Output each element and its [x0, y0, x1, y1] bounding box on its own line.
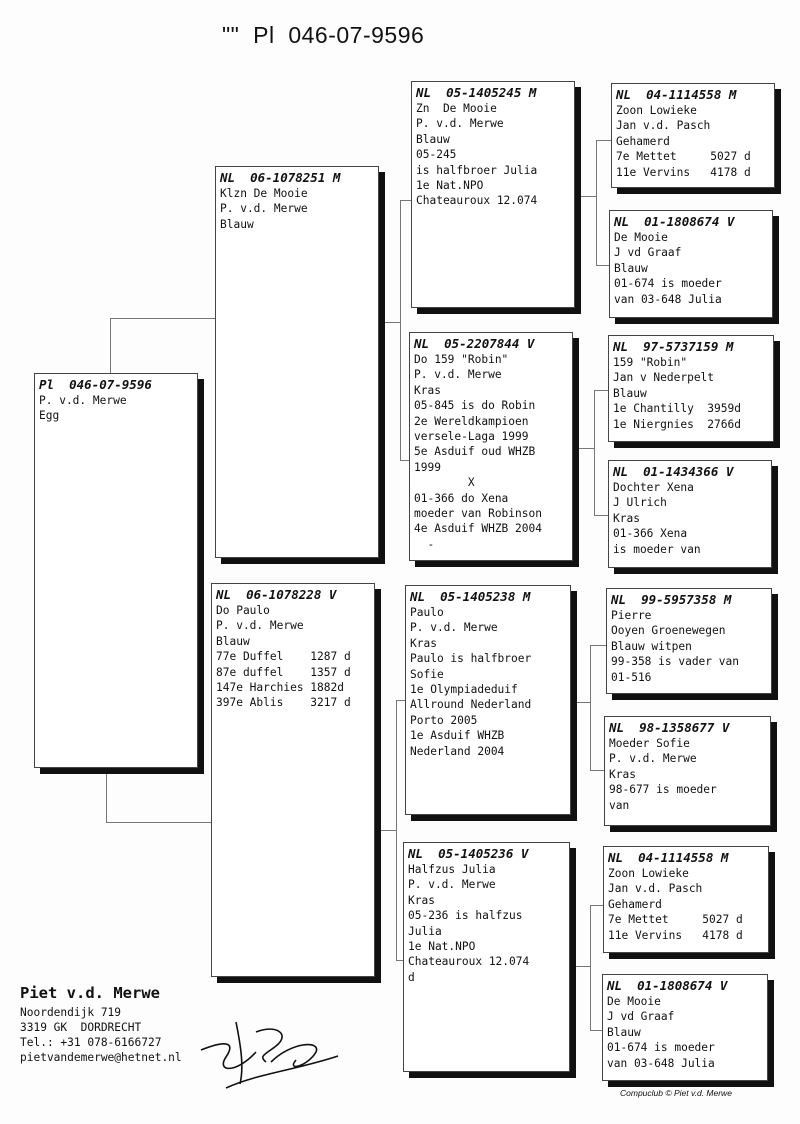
paternal-grandmother-card[interactable] — [409, 332, 573, 561]
connector — [375, 830, 396, 831]
pedigree-line: Klzn De Mooie — [220, 187, 308, 200]
page-title: "" Pl 046-07-9596 — [222, 22, 425, 48]
connector — [596, 140, 612, 141]
connector — [590, 645, 591, 770]
pedigree-line: Gehamerd — [616, 134, 670, 148]
ggp-mf-mother-card[interactable] — [604, 716, 771, 826]
ring-number: NL 05-1405236 V — [408, 846, 529, 861]
pedigree-line: 1e Nat.NPO — [416, 179, 484, 193]
ggp-ff-father-card[interactable] — [611, 83, 775, 188]
pedigree-line: P. v.d. Merwe — [216, 619, 304, 633]
ggp-fm-father-card[interactable] — [608, 335, 774, 442]
pedigree-line: J vd Graaf — [614, 246, 682, 260]
pedigree-line: van — [609, 798, 630, 812]
pedigree-line: P. v.d. Merwe — [416, 117, 504, 131]
pedigree-line: P. v.d. Merwe — [39, 394, 127, 407]
pedigree-line: Julia — [408, 924, 442, 938]
pedigree-line: Blauw — [614, 261, 648, 275]
pedigree-line: 147e Harchies 1882d — [216, 681, 344, 695]
connector — [400, 200, 401, 460]
pedigree-line: 05-245 — [416, 148, 457, 162]
signature-icon — [196, 1012, 346, 1092]
pedigree-line: Zoon Lowieke — [608, 867, 689, 880]
pedigree-line: versele-Laga 1999 — [414, 430, 529, 444]
ring-number: NL 01-1808674 V — [607, 978, 728, 993]
ggp-mm-father-card[interactable] — [603, 846, 769, 953]
pedigree-line: 159 "Robin" — [613, 356, 688, 369]
father-card[interactable] — [215, 166, 379, 558]
breeder-city: 3319 GK DORDRECHT — [20, 1021, 142, 1034]
pedigree-line: is halfbroer Julia — [416, 163, 538, 177]
connector — [570, 966, 590, 967]
pedigree-line: 01-366 Xena — [613, 527, 688, 541]
pedigree-line: Egg — [39, 409, 60, 423]
connector — [106, 768, 107, 822]
pedigree-line: Kras — [408, 893, 435, 907]
pedigree-line: Kras — [609, 767, 636, 781]
pedigree-line: 01-516 — [611, 670, 652, 684]
pedigree-line: moeder van Robinson — [414, 507, 542, 521]
pedigree-line: Blauw — [220, 217, 254, 231]
ring-number: NL 05-1405238 M — [410, 589, 531, 604]
breeder-email[interactable]: pietvandemerwe@hetnet.nl — [20, 1051, 182, 1064]
breeder-name: Piet v.d. Merwe — [20, 984, 160, 1002]
connector — [572, 448, 594, 449]
pedigree-line: is moeder van — [613, 542, 701, 556]
ring-number: NL 99-5957358 M — [611, 592, 732, 607]
pedigree-line: Paulo — [410, 606, 444, 619]
pedigree-line: P. v.d. Merwe — [410, 621, 498, 635]
footer-copyright: Compuclub © Piet v.d. Merwe — [620, 1088, 732, 1098]
pedigree-line: 77e Duffel 1287 d — [216, 650, 351, 664]
connector — [574, 196, 596, 197]
pedigree-line: Jan v.d. Pasch — [616, 119, 711, 133]
breeder-street: Noordendijk 719 — [20, 1006, 122, 1019]
pedigree-line: Gehamerd — [608, 897, 662, 911]
pedigree-line: P. v.d. Merwe — [609, 752, 697, 766]
pedigree-line: van 03-648 Julia — [607, 1056, 715, 1070]
ring-number: NL 97-5737159 M — [613, 339, 734, 354]
pedigree-line: - — [414, 537, 435, 551]
connector — [596, 140, 597, 265]
connector — [590, 905, 591, 1030]
pedigree-line: Blauw witpen — [611, 639, 692, 653]
pedigree-line: Dochter Xena — [613, 481, 694, 494]
pedigree-line: Chateauroux 12.074 — [408, 955, 530, 969]
pedigree-line: Halfzus Julia — [408, 863, 496, 876]
pedigree-line: Moeder Sofie — [609, 737, 690, 750]
pedigree-line: 05-236 is halfzus — [408, 909, 523, 923]
pedigree-line: Pierre — [611, 609, 652, 622]
ring-number: Pl 046-07-9596 — [39, 377, 152, 392]
pedigree-line: 7e Mettet 5027 d — [616, 150, 751, 164]
pedigree-line: 1e Asduif WHZB — [410, 729, 505, 743]
pedigree-line: 1e Olympiadeduif — [410, 683, 518, 697]
ring-number: NL 98-1358677 V — [609, 720, 730, 735]
ggp-mm-mother-card[interactable] — [602, 974, 768, 1081]
pedigree-line: Zoon Lowieke — [616, 104, 697, 117]
pedigree-line: 7e Mettet 5027 d — [608, 913, 743, 927]
pedigree-line: 1e Nat.NPO — [408, 940, 476, 954]
ggp-ff-mother-card[interactable] — [609, 210, 773, 318]
pedigree-line: P. v.d. Merwe — [414, 368, 502, 382]
connector — [594, 390, 595, 515]
subject-card[interactable] — [34, 373, 198, 768]
pedigree-line: Blauw — [416, 132, 450, 146]
pedigree-line: 05-845 is do Robin — [414, 399, 536, 413]
ring-number: NL 06-1078228 V — [216, 587, 337, 602]
breeder-phone: Tel.: +31 078-6166727 — [20, 1036, 162, 1049]
pedigree-line: Paulo is halfbroer — [410, 652, 532, 666]
pedigree-line: 1e Chantilly 3959d — [613, 402, 741, 416]
connector — [106, 822, 212, 823]
pedigree-line: Porto 2005 — [410, 713, 478, 727]
connector — [396, 700, 397, 960]
pedigree-line: Do 159 "Robin" — [414, 353, 509, 366]
pedigree-line: Kras — [410, 636, 437, 650]
pedigree-line: van 03-648 Julia — [614, 292, 722, 306]
ring-number: NL 05-1405245 M — [416, 85, 537, 100]
connector — [110, 318, 111, 376]
pedigree-line: Allround Nederland — [410, 698, 532, 712]
ggp-fm-mother-card[interactable] — [608, 460, 772, 568]
paternal-grandfather-card[interactable] — [411, 81, 575, 308]
pedigree-line: 2e Wereldkampioen — [414, 414, 529, 428]
pedigree-line: Blauw — [607, 1025, 641, 1039]
pedigree-line: Do Paulo — [216, 604, 270, 617]
pedigree-line: De Mooie — [614, 231, 668, 244]
connector — [378, 322, 400, 323]
pedigree-line: 01-366 do Xena — [414, 491, 509, 505]
pedigree-line: J vd Graaf — [607, 1010, 675, 1024]
pedigree-line: 01-674 is moeder — [614, 277, 722, 291]
ggp-mf-father-card[interactable] — [606, 588, 772, 694]
pedigree-line: Ooyen Groenewegen — [611, 624, 726, 638]
pedigree-line: 99-358 is vader van — [611, 655, 739, 669]
pedigree-line: 5e Asduif oud WHZB — [414, 445, 536, 459]
pedigree-line: P. v.d. Merwe — [220, 202, 308, 216]
ring-number: NL 06-1078251 M — [220, 170, 341, 185]
pedigree-line: Kras — [414, 383, 441, 397]
pedigree-line: Zn De Mooie — [416, 102, 497, 115]
ring-number: NL 04-1114558 M — [608, 850, 729, 865]
maternal-grandfather-card[interactable] — [405, 585, 571, 815]
pedigree-line: 11e Vervins 4178 d — [616, 165, 751, 179]
pedigree-line: 1999 — [414, 460, 441, 474]
pedigree-line: 1e Niergnies 2766d — [613, 417, 741, 431]
pedigree-line: X — [414, 476, 475, 490]
pedigree-line: Blauw — [613, 386, 647, 400]
pedigree-line: Jan v.d. Pasch — [608, 882, 703, 896]
pedigree-line: Blauw — [216, 634, 250, 648]
pedigree-line: Jan v Nederpelt — [613, 371, 715, 385]
ring-number: NL 01-1434366 V — [613, 464, 734, 479]
pedigree-line: Nederland 2004 — [410, 744, 505, 758]
connector — [110, 318, 216, 319]
pedigree-line: Sofie — [410, 667, 444, 681]
connector — [570, 702, 590, 703]
pedigree-line: 4e Asduif WHZB 2004 — [414, 522, 542, 536]
pedigree-line: J Ulrich — [613, 496, 667, 510]
pedigree-line: d — [408, 970, 415, 984]
pedigree-line: 397e Ablis 3217 d — [216, 696, 351, 710]
pedigree-line: Chateauroux 12.074 — [416, 194, 538, 208]
ring-number: NL 05-2207844 V — [414, 336, 535, 351]
ring-number: NL 01-1808674 V — [614, 214, 735, 229]
ring-number: NL 04-1114558 M — [616, 87, 737, 102]
pedigree-line: 11e Vervins 4178 d — [608, 928, 743, 942]
pedigree-line: 98-677 is moeder — [609, 783, 717, 797]
pedigree-line: De Mooie — [607, 995, 661, 1008]
pedigree-line: P. v.d. Merwe — [408, 878, 496, 892]
maternal-grandmother-card[interactable] — [403, 842, 570, 1072]
pedigree-line: Kras — [613, 511, 640, 525]
pedigree-line: 87e duffel 1357 d — [216, 665, 351, 679]
pedigree-line: 01-674 is moeder — [607, 1041, 715, 1055]
mother-card[interactable] — [211, 583, 375, 977]
